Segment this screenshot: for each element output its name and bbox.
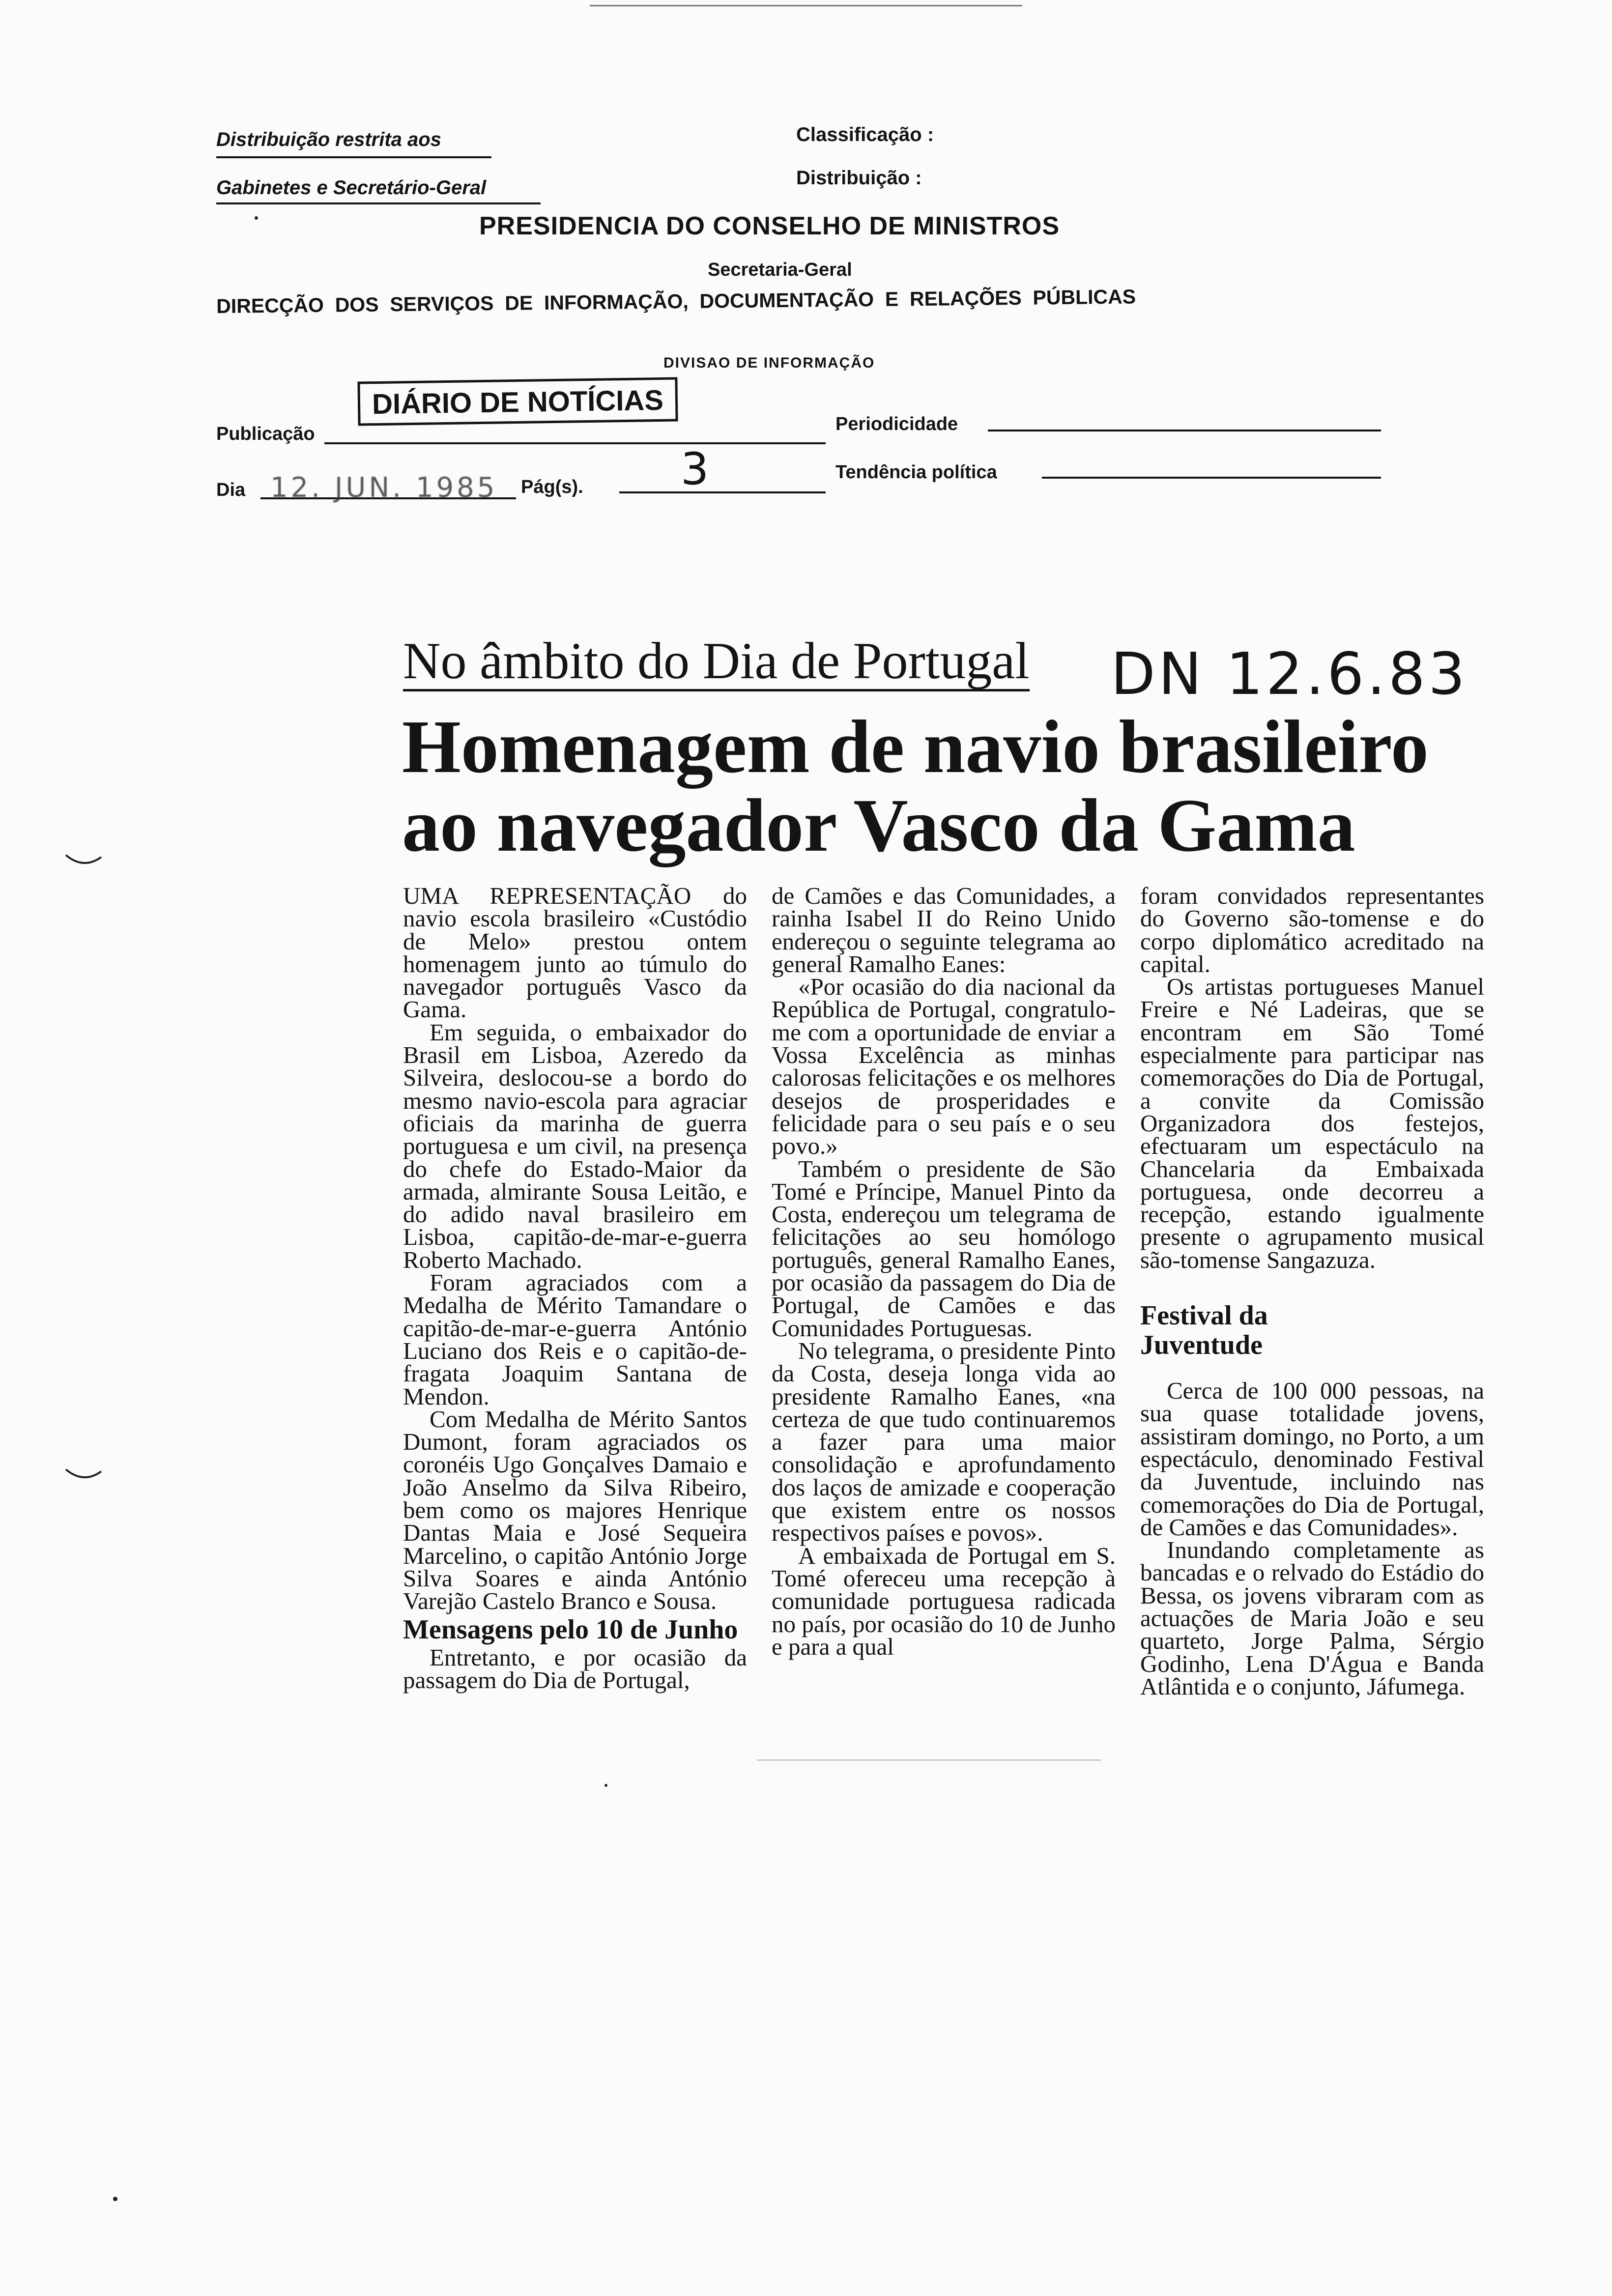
secretaria-geral: Secretaria-Geral: [708, 259, 852, 280]
handwritten-note: DN 12.6.83: [1111, 640, 1468, 708]
restricted-distribution-line2: Gabinetes e Secretário-Geral: [216, 177, 487, 199]
col3-paragraph-2: Os artistas portugueses Manuel Freire e Né Ladeiras, que se encontram em São Tomé especialmente para participar nas comemorações do Dia de Portugal, a convite da Comissão Organizadora dos festejos, efectuaram um espectáculo na Chancelaria da Embaixada portuguesa, onde decorreu a recepção, estando igualmente presente o agrupamento musical são-tomense Sangazuza.: [1140, 973, 1484, 1273]
restricted-distribution-line1: Distribuição restrita aos: [216, 129, 441, 150]
speck: [255, 216, 258, 220]
pag-line: [619, 491, 826, 493]
col3-subhead: Festival da Juventude: [1140, 1300, 1268, 1361]
publicacao-label: Publicação: [216, 424, 315, 444]
divisao-line: DIVISAO DE INFORMAÇÃO: [663, 355, 875, 371]
col2-paragraph-5: A embaixada de Portugal em S. Tomé ofereceu uma recepção à comunidade portuguesa radicada no país, por ocasião do 10 de Junho e para a qual: [772, 1542, 1116, 1660]
publicacao-value: DIÁRIO DE NOTÍCIAS: [372, 384, 664, 421]
distribuicao-label: Distribuição :: [796, 167, 922, 189]
col1-subhead: Mensagens pelo 10 de Junho: [403, 1614, 738, 1645]
kicker-text: No âmbito do Dia de Portugal: [403, 634, 1030, 691]
periodicidade-line: [988, 430, 1381, 431]
tendencia-line: [1042, 477, 1381, 479]
col2-paragraph-4: No telegrama, o presidente Pinto da Costa, deseja longa vida ao presidente Ramalho Eanes, «na certeza de que tudo continuaremos a fazer para uma maior consolidação e aprofundamento dos laços de amizade e cooperação que existem entre os nossos respectivos países e povos».: [772, 1337, 1116, 1547]
col3-paragraph-4: Inundando completamente as bancadas e o relvado do Estádio do Bessa, os jovens vibraram com as actuações de Maria João e seu quarteto, Jorge Palma, Sérgio Godinho, Lena D'Água e Banda Atlântida e o conjunto, Jáfumega.: [1140, 1536, 1484, 1700]
scan-edge-line: [590, 5, 1022, 6]
col1-paragraph-1: UMA REPRESENTAÇÃO do navio escola brasileiro «Custódio de Melo» prestou ontem homenagem junto ao túmulo do navegador português Vasco da Gama.: [403, 882, 747, 1023]
col2-paragraph-2: «Por ocasião do dia nacional da República de Portugal, congratulo-me com a oportunidade de enviar a Vossa Excelência as minhas calorosas felicitações e os melhores desejos de prosperidades e felicidade para o seu país e o seu povo.»: [772, 973, 1116, 1160]
periodicidade-label: Periodicidade: [835, 414, 958, 434]
article-column-1: [403, 882, 747, 1693]
col2-paragraph-3: Também o presidente de São Tomé e Príncipe, Manuel Pinto da Costa, endereçou um telegrama de felicitações ao seu homólogo português, general Ramalho Eanes, por ocasião da passagem do Dia de Portugal, de Camões e das Comunidades Portuguesas.: [772, 1155, 1116, 1342]
scan-mark-left-lower: [64, 1464, 103, 1484]
article-kicker: [403, 634, 1030, 691]
col3-paragraph-1: foram convidados representantes do Governo são-tomense e do corpo diplomático acreditado na capital.: [1140, 882, 1484, 977]
presidencia-title: PRESIDENCIA DO CONSELHO DE MINISTROS: [479, 212, 1060, 240]
pag-label: Pág(s).: [521, 477, 583, 497]
col3-paragraph-3: Cerca de 100 000 pessoas, na sua quase totalidade jovens, assistiram domingo, no Porto, a um espectáculo, denominado Festival da Juventude, incluindo nas comemorações do Dia de Portugal, de Camões e das Comunidades».: [1140, 1377, 1484, 1541]
col2-paragraph-1: de Camões e das Comunidades, a rainha Isabel II do Reino Unido endereçou o seguinte telegrama ao general Ramalho Eanes:: [772, 882, 1116, 977]
col1-paragraph-4: Com Medalha de Mérito Santos Dumont, foram agraciados os coronéis Ugo Gonçalves Damaio e João Anselmo da Silva Ribeiro, bem como os majores Henrique Dantas Maia e José Sequeira Marcelino, o capitão António Jorge Silva Soares e ainda António Varejão Castelo Branco e Sousa.: [403, 1405, 747, 1615]
dia-label: Dia: [216, 480, 246, 500]
col1-paragraph-5: Entretanto, e por ocasião da passagem do Dia de Portugal,: [403, 1643, 747, 1693]
scan-speck-bottom: [113, 2197, 117, 2201]
col1-paragraph-2: Em seguida, o embaixador do Brasil em Lisboa, Azeredo da Silveira, deslocou-se a bordo do mesmo navio-escola para agraciar oficiais da marinha de guerra portuguesa e um civil, na presença do chefe do Estado-Maior da armada, almirante Sousa Leitão, e do adido naval brasileiro em Lisboa, capitão-de-mar-e-guerra Roberto Machado.: [403, 1018, 747, 1273]
direccao-line: DIRECÇÃO DOS SERVIÇOS DE INFORMAÇÃO, DOCUMENTAÇÃO E RELAÇÕES PÚBLICAS: [216, 285, 1136, 317]
col1-paragraph-3: Foram agraciados com a Medalha de Mérito Tamandare o capitão-de-mar-e-guerra António Luciano dos Reis e o capitão-de-fragata Joaquim Santana de Mendon.: [403, 1269, 747, 1410]
publicacao-stamp: [357, 377, 678, 426]
scan-speck-mid: [604, 1784, 607, 1787]
article-column-3: [1140, 882, 1484, 1700]
tendencia-label: Tendência política: [835, 462, 997, 483]
scan-edge-bottom: [757, 1759, 1101, 1761]
dia-value-stamp: 12. JUN. 1985: [270, 472, 498, 504]
headline-line2: ao navegador Vasco da Gama: [402, 784, 1355, 867]
article-column-2: [772, 882, 1116, 1660]
classificacao-label: Classificação :: [796, 124, 934, 145]
publicacao-line: [324, 442, 826, 444]
pag-value: 3: [681, 443, 709, 495]
scan-mark-left-upper: [64, 850, 103, 870]
restricted-underline-2: [216, 202, 541, 204]
restricted-underline-1: [216, 156, 491, 158]
headline-line1: Homenagem de navio brasileiro: [402, 705, 1429, 789]
